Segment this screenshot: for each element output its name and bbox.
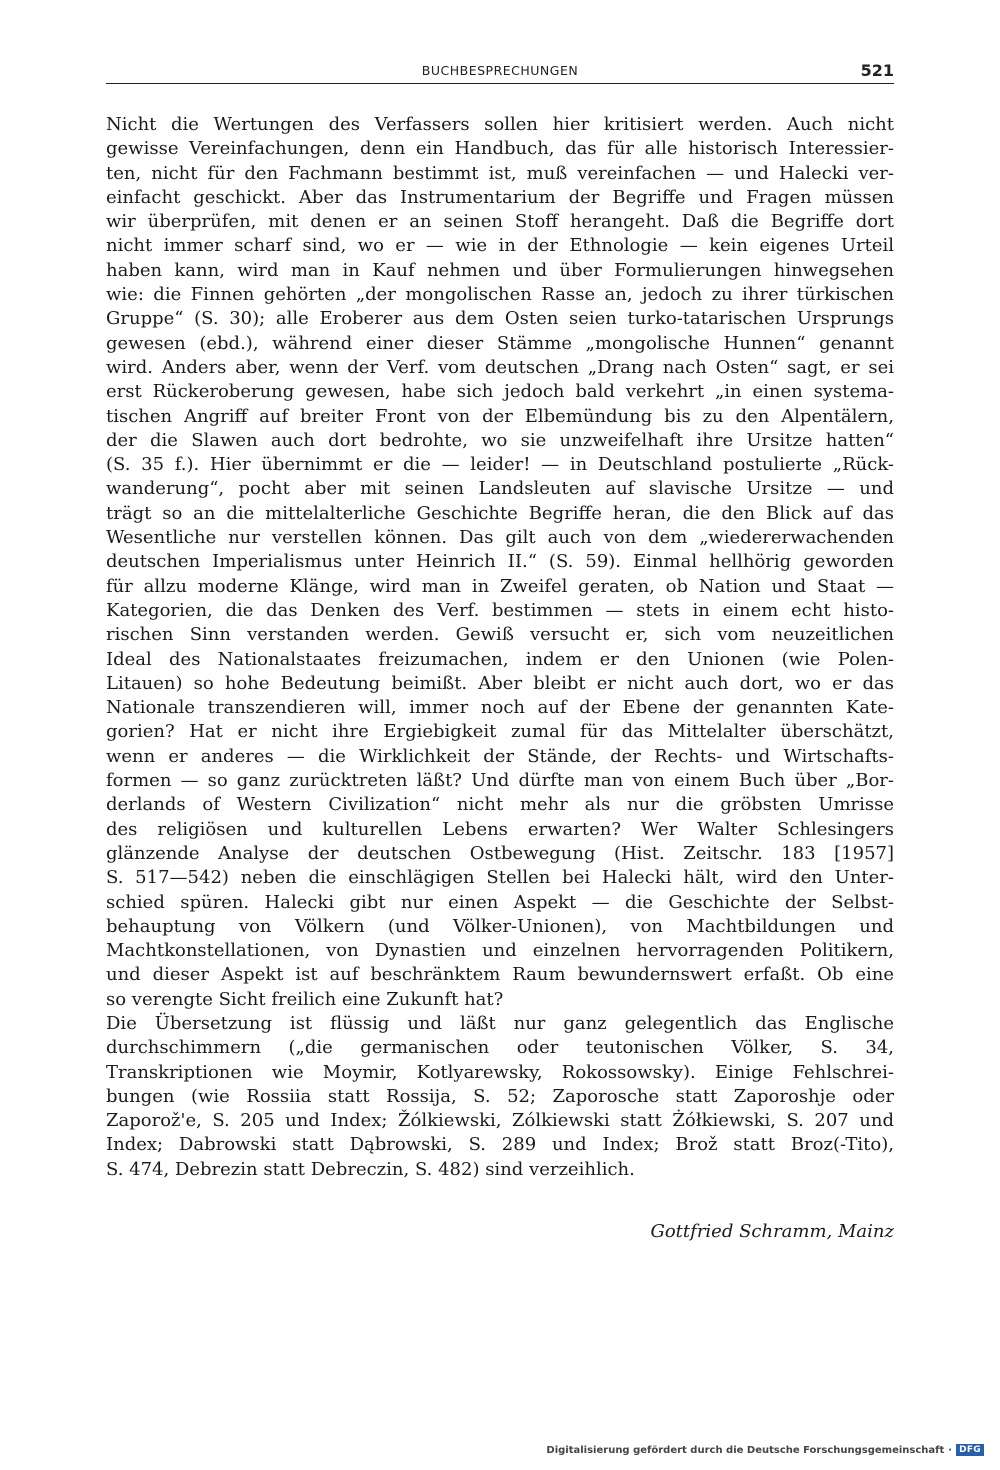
page-number: 521 [860, 61, 894, 80]
text-line: deutschen Imperialismus unter Heinrich II.“ (S. 59). Einmal hellhörig geworden [106, 551, 894, 573]
text-line: (S. 35 f.). Hier übernimmt er die — leider! — in Deutschland postulierte „Rück- [106, 454, 894, 476]
text-line: gewesen (ebd.), während einer dieser Stämme „mongolische Hunnen“ genannt [106, 332, 894, 354]
footer-separator: · [948, 1444, 953, 1456]
text-line: trägt so an die mittelalterliche Geschichte Begriffe heran, die den Blick auf das [106, 502, 894, 524]
text-line: Zaporož'e, S. 205 und Index; Žólkiewski, Zólkiewski statt Żółkiewski, S. 207 und [106, 1110, 894, 1132]
text-line: wenn er anderes — die Wirklichkeit der Stände, der Rechts- und Wirtschafts- [106, 745, 894, 767]
text-line: ten, nicht für den Fachmann bestimmt ist, muß vereinfachen — und Halecki ver- [106, 162, 894, 184]
text-line: gorien? Hat er nicht ihre Ergiebigkeit zumal für das Mittelalter überschätzt, [106, 721, 894, 743]
text-line: Wesentliche nur verstellen können. Das gilt auch von dem „wiedererwachenden [106, 527, 894, 549]
text-line: haben kann, wird man in Kauf nehmen und über Formulierungen hinwegsehen [106, 259, 894, 281]
text-line: Machtkonstellationen, von Dynastien und einzelnen hervorragenden Politikern, [106, 940, 894, 962]
paragraph [106, 1012, 894, 1182]
reviewer-signature: Gottfried Schramm, Mainz [650, 1221, 894, 1242]
text-line: wanderung“, pocht aber mit seinen Landsleuten auf slavische Ursitze — und [106, 478, 894, 500]
paragraph [106, 113, 894, 1012]
text-line: S. 474, Debrezin statt Debreczin, S. 482) sind verzeihlich. [106, 1158, 635, 1180]
funding-note: Digitalisierung gefördert durch die Deutsche Forschungsgemeinschaft [546, 1444, 945, 1456]
text-line: glänzende Analyse der deutschen Ostbewegung (Hist. Zeitschr. 183 [1957] [106, 842, 894, 864]
text-line: Ideal des Nationalstaates freizumachen, indem er den Unionen (wie Polen- [106, 648, 894, 670]
text-line: formen — so ganz zurücktreten läßt? Und dürfte man von einem Buch über „Bor- [106, 770, 894, 792]
text-line: durchschimmern („die germanischen oder teutonischen Völker, S. 34, [106, 1037, 894, 1059]
text-line: schied spüren. Halecki gibt nur einen Aspekt — die Geschichte der Selbst- [106, 891, 894, 913]
text-line: erst Rückeroberung gewesen, habe sich jedoch bald verkehrt „in einen systema- [106, 381, 894, 403]
text-line: bungen (wie Rossiia statt Rossija, S. 52; Zaporosche statt Zaporoshje oder [106, 1085, 894, 1107]
text-line: der die Slawen auch dort bedrohte, wo sie unzweifelhaft ihre Ursitze hatten“ [106, 429, 894, 451]
text-line: wird. Anders aber, wenn der Verf. vom deutschen „Drang nach Osten“ sagt, er sei [106, 356, 894, 378]
funding-footer [546, 1444, 984, 1456]
text-line: wie: die Finnen gehörten „der mongolischen Rasse an, jedoch zu ihrer türkischen [106, 284, 894, 306]
text-line: Kategorien, die das Denken des Verf. bestimmen — stets in einem echt histo- [106, 599, 894, 621]
dfg-logo: DFG [956, 1444, 984, 1456]
text-line: für allzu moderne Klänge, wird man in Zweifel geraten, ob Nation und Staat — [106, 575, 894, 597]
text-line: wir überprüfen, mit denen er an seinen Stoff herangeht. Daß die Begriffe dort [106, 211, 894, 233]
text-line: rischen Sinn verstanden werden. Gewiß versucht er, sich vom neuzeitlichen [106, 624, 894, 646]
text-line: Nationale transzendieren will, immer noch auf der Ebene der genannten Kate- [106, 697, 894, 719]
running-header [106, 63, 894, 84]
text-line: nicht immer scharf sind, wo er — wie in der Ethnologie — kein eigenes Urteil [106, 235, 894, 257]
text-line: Die Übersetzung ist flüssig und läßt nur ganz gelegentlich das Englische [106, 1012, 894, 1034]
text-line: des religiösen und kulturellen Lebens erwarten? Wer Walter Schlesingers [106, 818, 894, 840]
text-line: behauptung von Völkern (und Völker-Unionen), von Machtbildungen und [106, 915, 894, 937]
text-line: Nicht die Wertungen des Verfassers sollen hier kritisiert werden. Auch nicht [106, 114, 894, 135]
text-line: S. 517—542) neben die einschlägigen Stellen bei Halecki hält, wird den Unter- [106, 867, 894, 889]
text-line: tischen Angriff auf breiter Front von der Elbemündung bis zu den Alpentälern, [106, 405, 894, 427]
review-body-text [106, 113, 894, 1182]
text-line: Litauen) so hohe Bedeutung beimißt. Aber bleibt er nicht auch dort, wo er das [106, 672, 894, 694]
text-line: gewisse Vereinfachungen, denn ein Handbuch, das für alle historisch Interessier- [106, 138, 894, 160]
running-title: BUCHBESPRECHUNGEN [421, 63, 579, 78]
text-line: derlands of Western Civilization“ nicht mehr als nur die gröbsten Umrisse [106, 794, 894, 816]
text-line: Transkriptionen wie Moymir, Kotlyarewsky, Rokossowsky). Einige Fehlschrei- [106, 1061, 894, 1083]
text-line: Index; Dabrowski statt Dąbrowski, S. 289 und Index; Brož statt Broz(-Tito), [106, 1134, 894, 1156]
text-line: und dieser Aspekt ist auf beschränktem Raum bewundernswert erfaßt. Ob eine [106, 964, 894, 986]
text-line: so verengte Sicht freilich eine Zukunft hat? [106, 988, 504, 1010]
text-line: einfacht geschickt. Aber das Instrumentarium der Begriffe und Fragen müssen [106, 186, 894, 208]
text-line: Gruppe“ (S. 30); alle Eroberer aus dem Osten seien turko-tatarischen Ursprungs [106, 308, 894, 330]
